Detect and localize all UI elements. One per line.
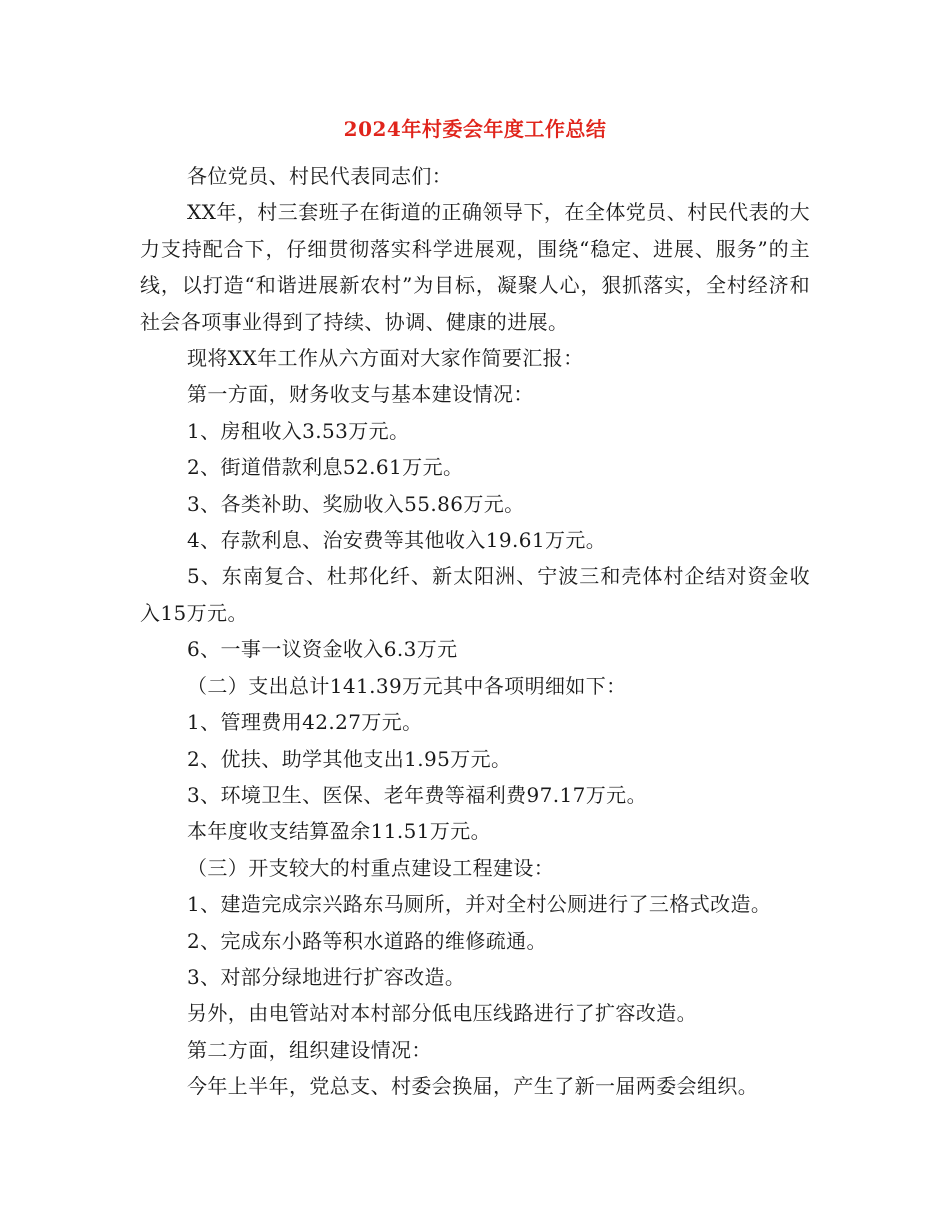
subsection-heading-construction: （三）开支较大的村重点建设工程建设： (187, 855, 555, 880)
list-item: 2、优扶、助学其他支出1.95万元。 (187, 746, 512, 771)
paragraph-surplus: 本年度收支结算盈余11.51万元。 (187, 819, 492, 844)
list-item: 3、环境卫生、医保、老年费等福利费97.17万元。 (187, 782, 647, 807)
section-heading-organization: 第二方面，组织建设情况： (187, 1037, 432, 1062)
list-item: 3、对部分绿地进行扩容改造。 (187, 964, 466, 989)
list-item: 5、东南复合、杜邦化纤、新太阳洲、宁波三和壳体村企结对资金收入15万元。 (140, 564, 810, 625)
list-item: 1、管理费用42.27万元。 (187, 710, 423, 735)
paragraph-intro: XX年，村三套班子在街道的正确领导下，在全体党员、村民代表的大力支持配合下，仔细贯彻落实科学进展观，围绕“稳定、进展、服务”的主线，以打造“和谐进展新农村”为目标，凝聚人心，狠抓落实，全村经济和社会各项事业得到了持续、协调、健康的进展。 (140, 200, 810, 334)
list-item: 4、存款利息、治安费等其他收入19.61万元。 (187, 528, 607, 553)
list-item: 2、完成东小路等积水道路的维修疏通。 (187, 928, 547, 953)
paragraph-report-outline: 现将XX年工作从六方面对大家作简要汇报： (187, 346, 584, 371)
list-item: 2、街道借款利息52.61万元。 (187, 455, 464, 480)
list-item: 6、一事一议资金收入6.3万元 (187, 637, 458, 662)
list-item: 3、各类补助、奖励收入55.86万元。 (187, 491, 525, 516)
document-body (140, 158, 810, 1105)
document-title: 2024年村委会年度工作总结 (343, 117, 607, 141)
section-heading-finance: 第一方面，财务收支与基本建设情况： (187, 382, 534, 407)
paragraph-salutation: 各位党员、村民代表同志们： (187, 164, 453, 188)
paragraph-additional: 另外，由电管站对本村部分低电压线路进行了扩容改造。 (187, 1001, 697, 1026)
list-item: 1、房租收入3.53万元。 (187, 418, 410, 443)
subsection-heading-expenditure: （二）支出总计141.39万元其中各项明细如下： (187, 673, 627, 698)
list-item: 1、建造完成宗兴路东马厕所，并对全村公厕进行了三格式改造。 (187, 892, 772, 917)
paragraph-organization: 今年上半年，党总支、村委会换届，产生了新一届两委会组织。 (187, 1074, 759, 1099)
